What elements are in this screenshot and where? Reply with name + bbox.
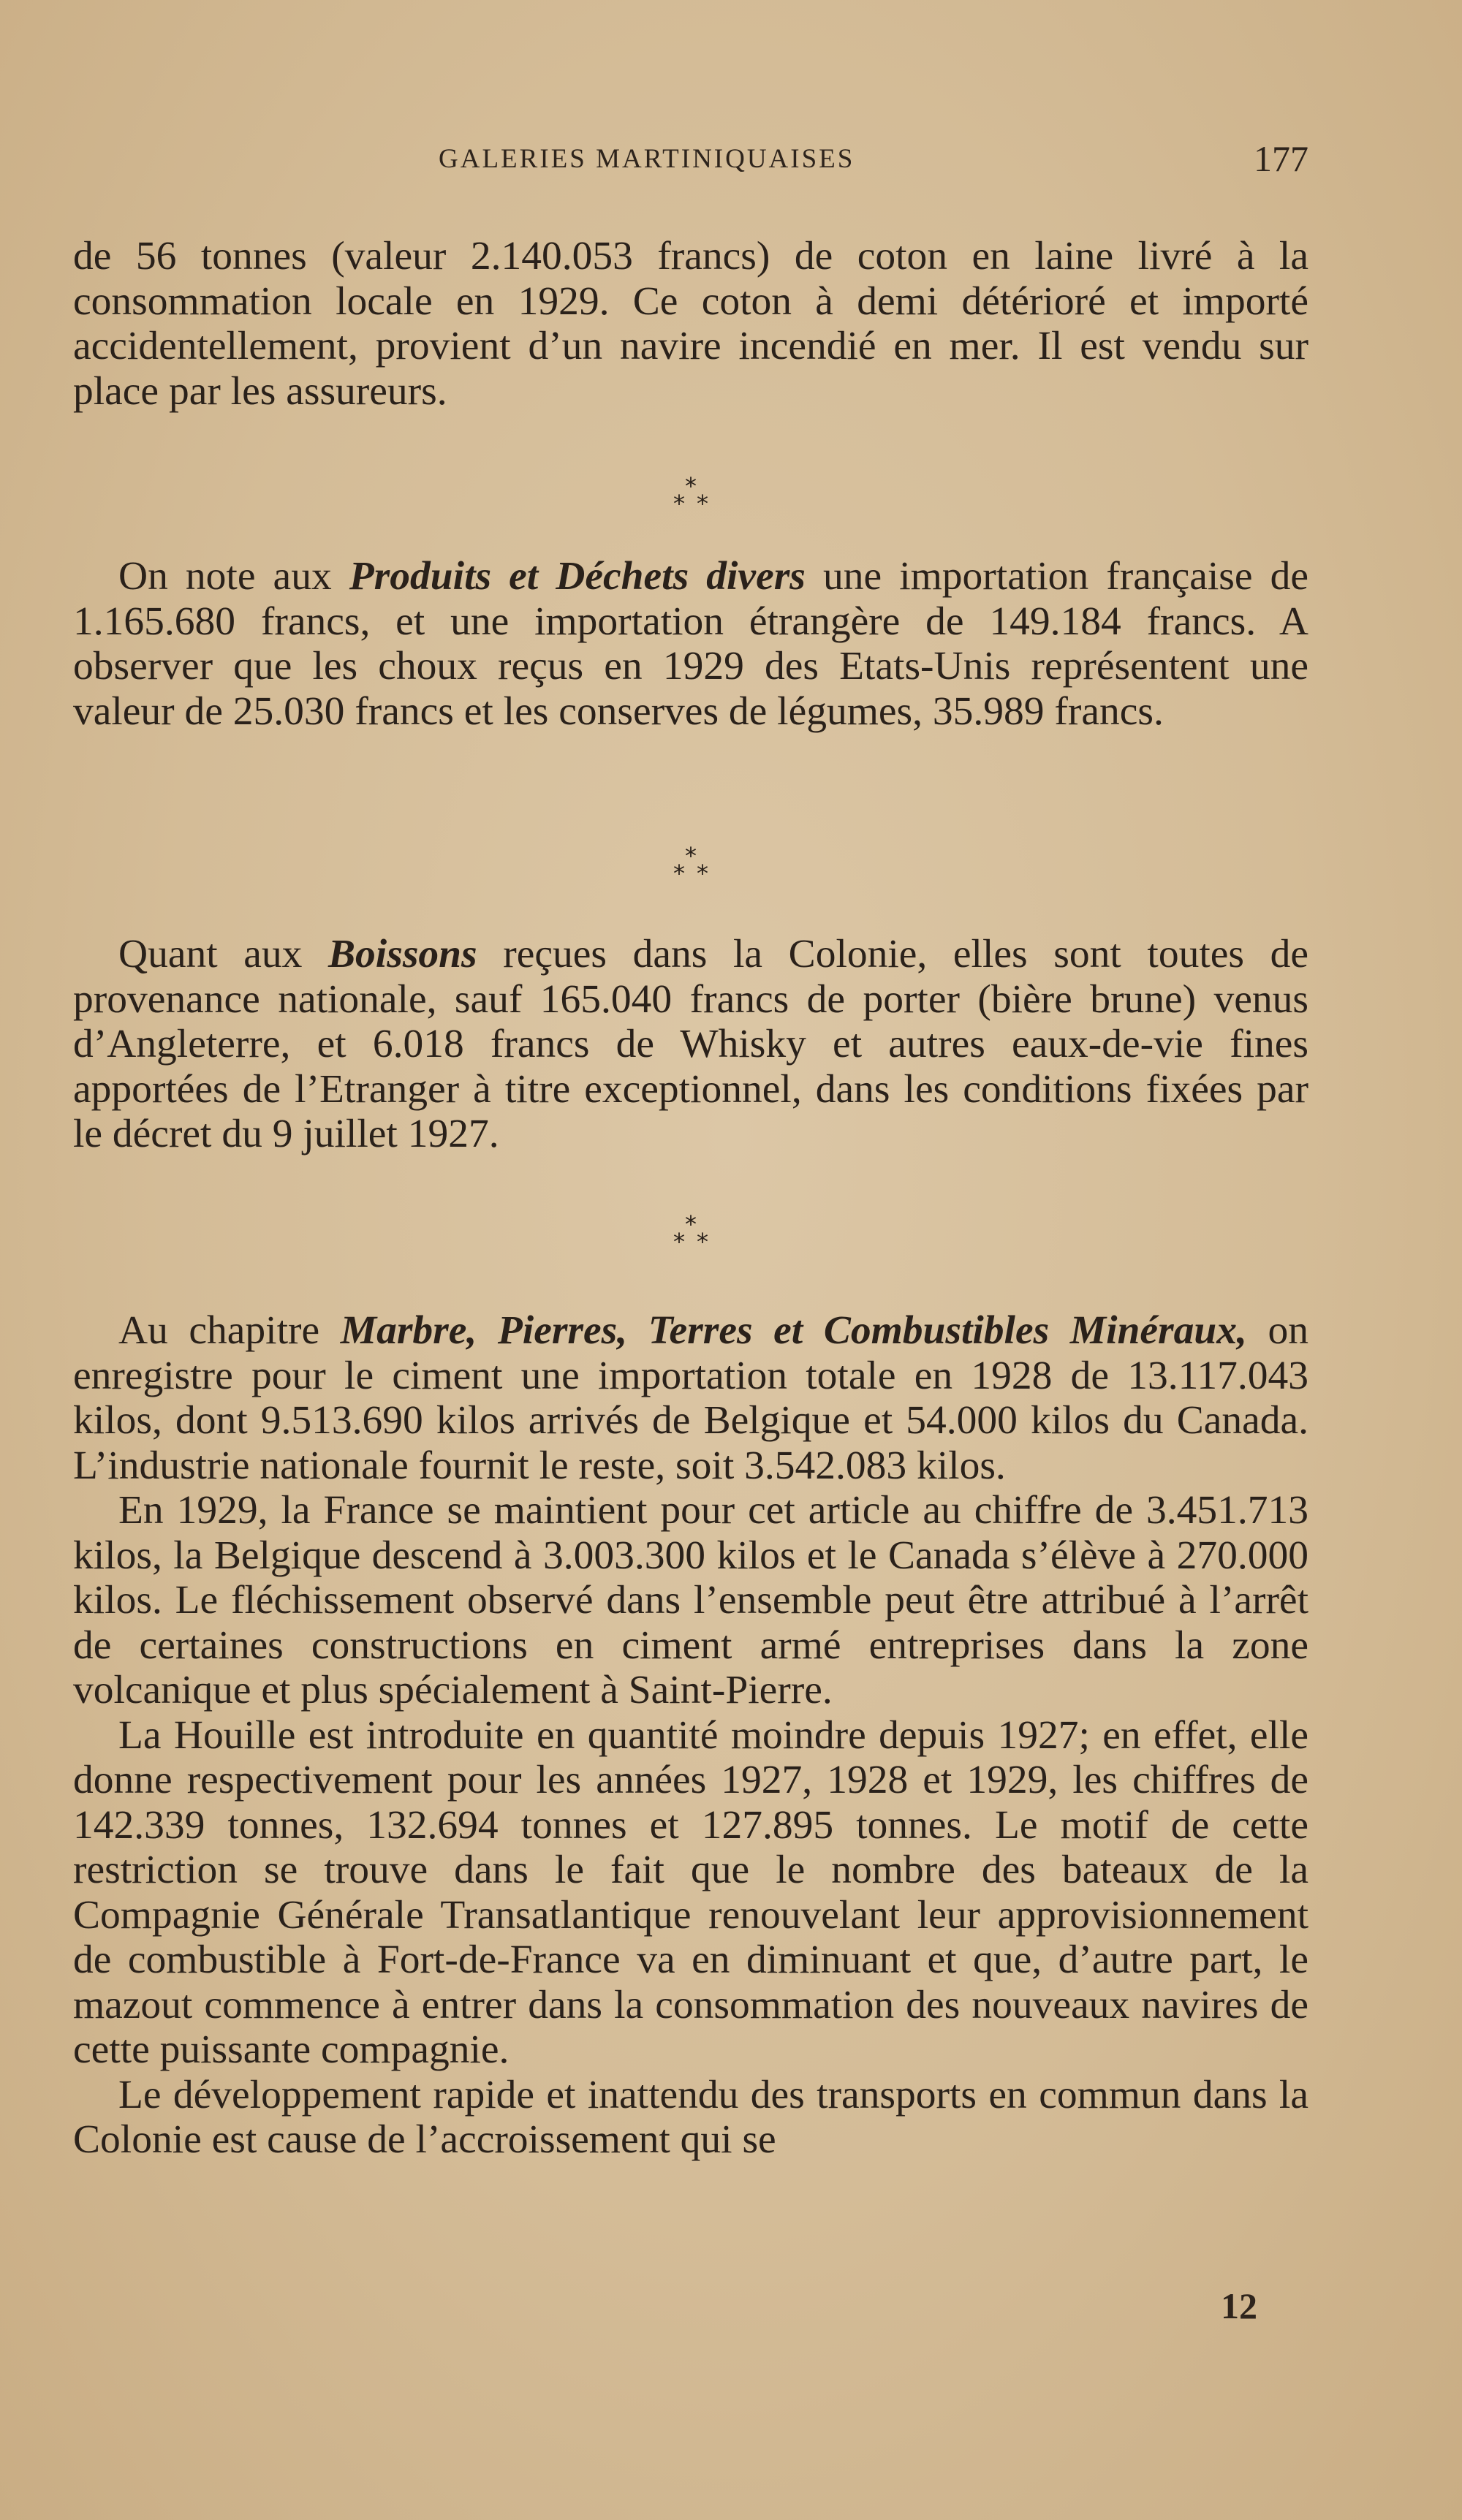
paragraph-text: En 1929, la France se maintient pour cet article au chiffre de 3.451.713 kilos, la Belgique descend à 3.003.300 kilos et le Canada s’élève à 270.000 kilos. Le fléchissement observé dans l’ensemble peut être attribué à l’arrêt de certaines constructions en ciment armé entreprises dans la zone volcanique et plus spécialement à Saint-Pierre.	[73, 1488, 1308, 1712]
paragraph-boissons	[73, 932, 1308, 1157]
paragraph-text	[73, 554, 1308, 734]
paragraph-text: La Houille est introduite en quantité moindre depuis 1927; en effet, elle donne respectivement pour les années 1927, 1928 et 1929, les chiffres de 142.339 tonnes, 132.694 tonnes et 127.895 tonnes. Le motif de cette restriction se trouve dans le fait que le nombre des bateaux de la Compagnie Générale Transatlantique renouvelant leur approvisionnement de combustible à Fort-de-France va en diminuant et que, d’autre part, le mazout commence à entrer dans la consommation des nouveaux navires de cette puissante compagnie.	[73, 1712, 1308, 2072]
text-run: on enregistre pour le ciment une importation totale en 1928 de 13.117.043 kilos, dont 9.513.690 kilos arrivés de Belgique et 54.000 kilos du Canada. L’industrie nationale fournit le reste, soit 3.542.083 kilos.	[73, 1308, 1308, 1488]
text-run: Au chapitre	[118, 1308, 341, 1353]
paragraph-text	[73, 932, 1308, 1157]
page-number: 177	[1254, 138, 1308, 179]
svg-text:*: *	[673, 1228, 685, 1256]
text-run: Quant aux	[118, 932, 329, 976]
asterism-icon	[662, 469, 720, 520]
svg-text:*: *	[685, 842, 697, 870]
asterism-icon	[662, 839, 720, 890]
svg-text:*: *	[685, 472, 697, 500]
asterism-icon	[662, 1207, 720, 1259]
page-header	[73, 138, 1308, 187]
svg-text:*: *	[697, 859, 708, 887]
italic-term: Marbre, Pierres, Terres et Combustibles Minéraux,	[340, 1308, 1247, 1353]
svg-text:*: *	[673, 859, 685, 887]
running-title: GALERIES MARTINIQUAISES	[439, 144, 855, 174]
text-run: reçues dans la Colonie, elles sont toutes de provenance nationale, sauf 165.040 francs de porter (bière brune) venus d’Angleterre, et 6.018 francs de Whisky et autres eaux-de-vie fines apportées de l’Etranger à titre exceptionnel, dans les conditions fixées par le décret du 9 juillet 1927.	[73, 932, 1308, 1156]
signature-mark: 12	[1221, 2285, 1257, 2326]
svg-text:*: *	[697, 1228, 708, 1256]
italic-term: Boissons	[328, 932, 477, 976]
italic-term: Produits et Déchets divers	[349, 554, 806, 599]
paragraph-produits	[73, 554, 1308, 734]
paragraph-coton	[73, 234, 1308, 414]
paragraph-text	[73, 1308, 1308, 1488]
section-marbre	[73, 1308, 1308, 2163]
svg-text:*: *	[697, 490, 708, 517]
svg-text:*: *	[685, 1210, 697, 1238]
svg-text:*: *	[673, 490, 685, 517]
paragraph-text: de 56 tonnes (valeur 2.140.053 francs) de coton en laine livré à la consommation locale en 1929. Ce coton à demi détérioré et importé accidentellement, provient d’un navire incendié en mer. Il est vendu sur place par les assureurs.	[73, 234, 1308, 414]
text-run: une importation française de 1.165.680 francs, et une importation étrangère de 149.184 francs. A observer que les choux reçus en 1929 des Etats-Unis représentent une valeur de 25.030 francs et les conserves de légumes, 35.989 francs.	[73, 554, 1308, 734]
text-run: On note aux	[118, 554, 349, 599]
paragraph-text: Le développement rapide et inattendu des transports en commun dans la Colonie est cause de l’accroissement qui se	[73, 2072, 1308, 2162]
